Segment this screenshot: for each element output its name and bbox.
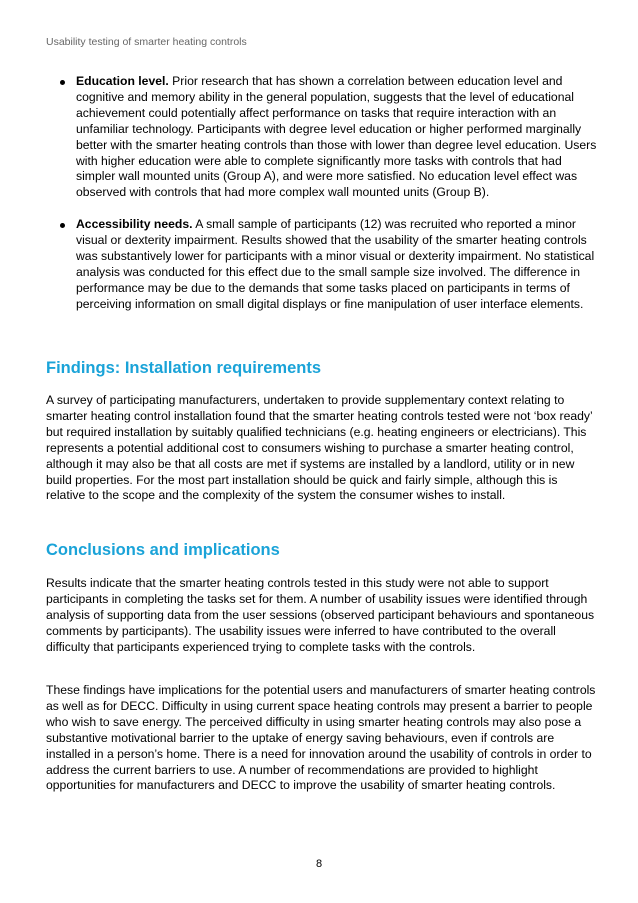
bullet-text: Prior research that has shown a correlation between education level and cognitive and memory ability in the general population, suggests that the level of educational achievement could potentially affect performance on tasks that require interaction with an unfamiliar technology. Participants with degree level education or higher performed marginally better with the smarter heating controls than those with lower than degree level education. Users with higher education were able to complete significantly more tasks with controls that had simpler wall mounted units (Group A), and were more satisfied. No education level effect was observed with controls that had more complex wall mounted units (Group B). — [76, 74, 597, 200]
bullet-title: Accessibility needs. — [76, 217, 193, 232]
bullet-icon — [60, 223, 65, 228]
bullet-title: Education level. — [76, 74, 169, 88]
bullet-text: A small sample of participants (12) was recruited who reported a minor visual or dexterity impairment. Results showed that the usability of the smarter heating controls was substantively lower for participants with a minor visual or dexterity impairment. No statistical analysis was conducted for this effect due to the small sample size involved. The difference in performance may be due to the demands that some tasks placed on participants in terms of perceiving information on small digital displays or fine manipulation of user interface elements. — [76, 217, 595, 311]
conclusions-paragraph-2: These findings have implications for the potential users and manufacturers of smarter heating controls as well as for DECC. Difficulty in using current space heating controls may present a barrier to people who wish to save energy. The perceived difficulty in using smarter heating controls may also pose a substantive motivational barrier to the uptake of energy saving behaviours, even if controls are installed in a person’s home. There is a need for innovation around the usability of controls in order to address the current barriers to use. A number of recommendations are provided to highlight opportunities for manufacturers and DECC to improve the usability of smarter heating controls. — [46, 683, 596, 793]
conclusions-paragraph-1: Results indicate that the smarter heating controls tested in this study were not able to support participants in completing the tasks set for them. A number of usability issues were identified through analysis of supporting data from the user sessions (observed participant behaviours and spontaneous comments by participants). The usability issues were inferred to have contributed to the overall difficulty that participants experienced trying to complete tasks with the controls. — [46, 576, 595, 654]
bullet-education-level — [46, 74, 598, 201]
bullet-icon — [60, 80, 65, 85]
installation-heading: Findings: Installation requirements — [46, 359, 322, 377]
conclusions-heading: Conclusions and implications — [46, 541, 280, 559]
bullet-list — [46, 74, 598, 313]
running-header: Usability testing of smarter heating controls — [46, 36, 247, 48]
installation-paragraph: A survey of participating manufacturers, undertaken to provide supplementary context relating to smarter heating control installation found that the smarter heating controls tested were not ‘box ready’ but required installation by suitably qualified technicians (e.g. heating engineers or electricians). This represents a potential additional cost to consumers wishing to purchase a smarter heating control, although it may also be that all costs are met if systems are installed by a landlord, utility or in new build properties. For the most part installation should be quick and fairly simple, although this is relative to the scope and the complexity of the system the consumer wishes to install. — [46, 393, 593, 503]
page-number: 8 — [315, 858, 323, 870]
bullet-accessibility-needs — [46, 217, 598, 312]
